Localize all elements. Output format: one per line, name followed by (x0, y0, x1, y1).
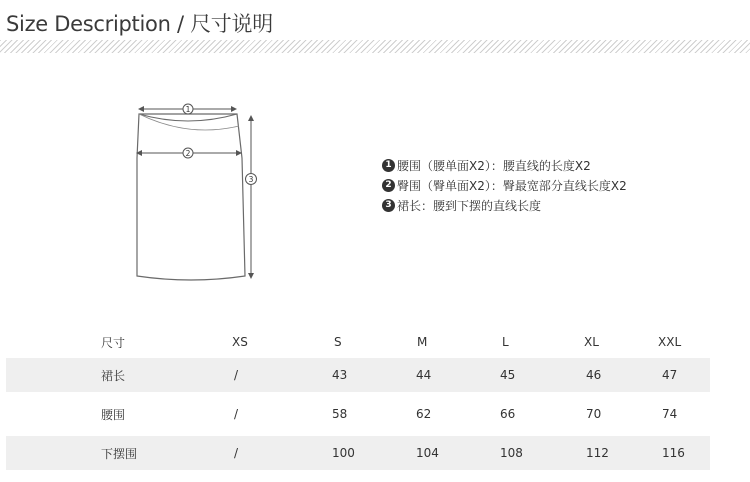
arrow-left-icon (138, 106, 144, 112)
size-table (6, 326, 710, 470)
skirt-diagram (125, 98, 275, 288)
row-label: 裙长 (101, 368, 126, 383)
measurement-legend (382, 155, 627, 215)
column-header: XL (584, 335, 599, 349)
arrow-up-icon (248, 115, 254, 121)
row-label: 腰围 (101, 407, 126, 422)
number-1-icon: 1 (382, 159, 395, 172)
column-header: XS (232, 335, 248, 349)
column-header: S (334, 335, 342, 349)
legend-text: 裙长：腰到下摆的直线长度 (397, 198, 542, 213)
table-cell: 43 (332, 368, 348, 382)
table-row (6, 397, 710, 431)
row-label: 下摆围 (101, 446, 138, 461)
legend-text: 腰围（腰单面X2）：腰直线的长度X2 (397, 158, 591, 173)
table-cell: / (234, 368, 239, 382)
table-cell: / (234, 446, 239, 460)
table-cell: 74 (662, 407, 678, 421)
table-cell: 70 (586, 407, 602, 421)
column-header: 尺寸 (101, 335, 126, 350)
column-header: L (502, 335, 509, 349)
skirt-outline (137, 114, 245, 280)
table-cell: 108 (500, 446, 523, 460)
column-header: M (417, 335, 428, 349)
marker-1-label: 1 (185, 105, 191, 114)
table-row (6, 436, 710, 470)
table-cell: 44 (416, 368, 432, 382)
table-cell: 62 (416, 407, 432, 421)
hatch-divider (0, 40, 750, 53)
table-header-row (6, 326, 710, 358)
marker-3-label: 3 (248, 175, 254, 184)
column-header: XXL (658, 335, 682, 349)
legend-item-length (382, 195, 627, 215)
table-cell: 58 (332, 407, 348, 421)
arrow-down-icon (248, 273, 254, 279)
table-cell: 104 (416, 446, 439, 460)
table-cell: 45 (500, 368, 516, 382)
table-row (6, 358, 710, 392)
table-cell: / (234, 407, 239, 421)
legend-item-waist (382, 155, 627, 175)
table-cell: 66 (500, 407, 516, 421)
number-2-icon: 2 (382, 179, 395, 192)
arrow-right-icon (231, 106, 237, 112)
table-cell: 47 (662, 368, 678, 382)
marker-2-label: 2 (185, 149, 191, 158)
legend-text: 臀围（臀单面X2）：臀最宽部分直线长度X2 (397, 178, 627, 193)
page-title: Size Description / 尺寸说明 (6, 12, 273, 36)
table-cell: 112 (586, 446, 609, 460)
table-cell: 100 (332, 446, 355, 460)
table-cell: 46 (586, 368, 602, 382)
number-3-icon: 3 (382, 199, 395, 212)
legend-item-hip (382, 175, 627, 195)
table-cell: 116 (662, 446, 685, 460)
